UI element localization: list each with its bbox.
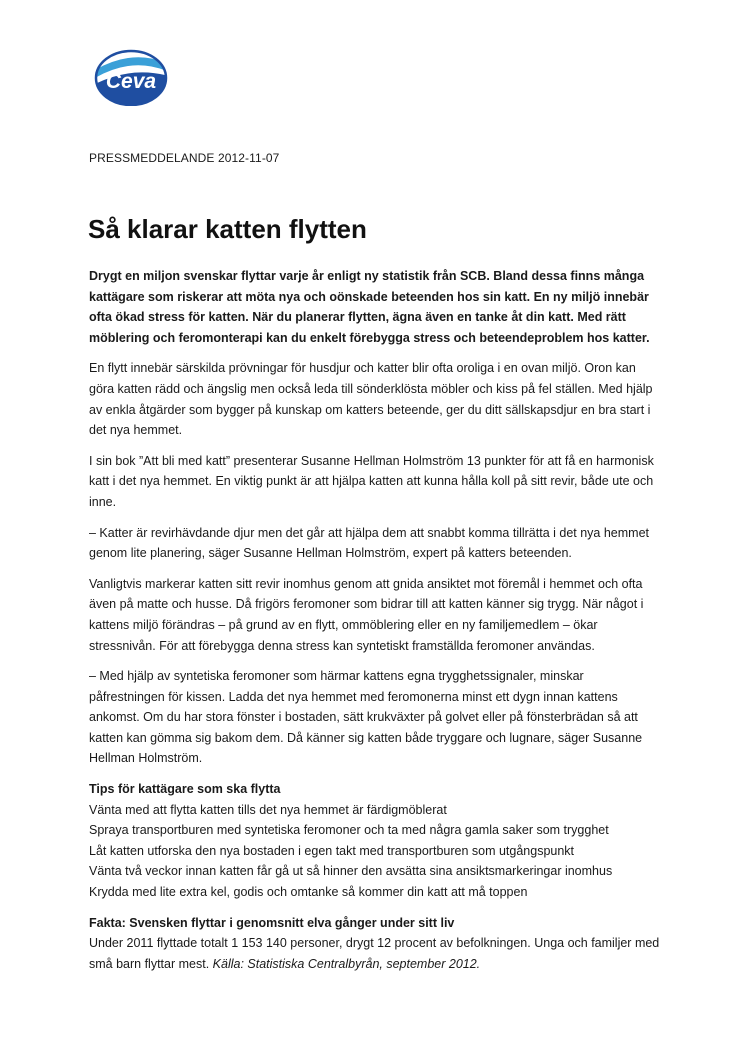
page-title: Så klarar katten flytten bbox=[88, 214, 367, 244]
lead-paragraph: Drygt en miljon svenskar flyttar varje år enligt ny statistik från SCB. Bland dessa finns många kattägare som riskerar att möta nya och oönskade beteenden hos sin katt. En ny miljö innebär ofta ökad stress för katten. När du planerar flytten, ägna även en tanke åt din katt. Med rätt möblering och feromonterapi kan du enkelt förebygga stress och beteendeproblem hos katter. bbox=[89, 269, 650, 345]
article-body bbox=[89, 266, 661, 974]
body-paragraph: Vanligtvis markerar katten sitt revir inomhus genom att gnida ansiktet mot föremål i hemmet och ofta även på matte och husse. Då frigörs feromoner som bidrar till att katten känner sig trygg. När något i kattens miljö förändras – på grund av en flytt, ommöblering eller en ny familjemedlem – ökar stressnivån. För att förebygga denna stress kan syntetiskt framställda feromoner användas. bbox=[89, 576, 644, 653]
body-paragraph: En flytt innebär särskilda prövningar för husdjur och katter blir ofta oroliga i en ovan miljö. Oron kan göra katten rädd och ängslig men också leda till sönderklösta möbler och kiss på fel ställen. Med hjälp av enkla åtgärder som bygger på kunskap om katters beteende, ger du ditt sällskapsdjur en bra start i det nya hemmet. bbox=[89, 361, 653, 438]
facts-heading: Fakta: Svensken flyttar i genomsnitt elva gånger under sitt liv bbox=[89, 915, 455, 930]
ceva-logo bbox=[93, 46, 169, 106]
facts-body bbox=[89, 933, 661, 974]
body-paragraph: I sin bok ”Att bli med katt” presenterar Susanne Hellman Holmström 13 punkter för att få en harmonisk katt i det nya hemmet. En viktig punkt är att hjälpa katten att kunna hålla koll på sitt revir, både ute och inne. bbox=[89, 453, 654, 509]
tips-list-item: Vänta två veckor innan katten får gå ut så hinner den avsätta sina ansiktsmarkeringar inomhus bbox=[89, 864, 613, 879]
tips-list-item: Låt katten utforska den nya bostaden i egen takt med transportburen som utgångspunkt bbox=[89, 843, 575, 858]
body-paragraph: – Med hjälp av syntetiska feromoner som härmar kattens egna trygghetssignaler, minskar påfrestningen för kissen. Ladda det nya hemmet med feromonerna minst ett dygn innan kattens ankomst. Om du har stora fönster i bostaden, sätt krukväxter på golvet eller på fönsterbrädan så att katten kan gömma sig bakom dem. Då känner sig katten både tryggare och lugnare, säger Susanne Hellman Holmström. bbox=[89, 669, 643, 766]
tips-list-item: Vänta med att flytta katten tills det nya hemmet är färdigmöblerat bbox=[89, 802, 447, 817]
press-release-dateline: PRESSMEDDELANDE 2012-11-07 bbox=[89, 151, 280, 165]
logo-text: Ceva bbox=[105, 70, 157, 93]
tips-heading: Tips för kattägare som ska flytta bbox=[89, 782, 281, 797]
facts-source: Källa: Statistiska Centralbyrån, september 2012. bbox=[212, 956, 481, 971]
tips-list-item: Spraya transportburen med syntetiska feromoner och ta med några gamla saker som trygghet bbox=[89, 823, 609, 838]
ceva-logo-icon bbox=[93, 46, 169, 106]
body-paragraph: – Katter är revirhävdande djur men det går att hjälpa dem att snabbt komma tillrätta i det nya hemmet genom lite planering, säger Susanne Hellman Holmström, expert på katters beteenden. bbox=[89, 525, 650, 561]
tips-list-item: Krydda med lite extra kel, godis och omtanke så kommer din katt att må toppen bbox=[89, 885, 528, 900]
facts-text: Under 2011 flyttade totalt 1 153 140 personer, drygt 12 procent av befolkningen. Unga och familjer med små barn flyttar mest. bbox=[89, 936, 660, 971]
tips-list bbox=[89, 800, 661, 903]
